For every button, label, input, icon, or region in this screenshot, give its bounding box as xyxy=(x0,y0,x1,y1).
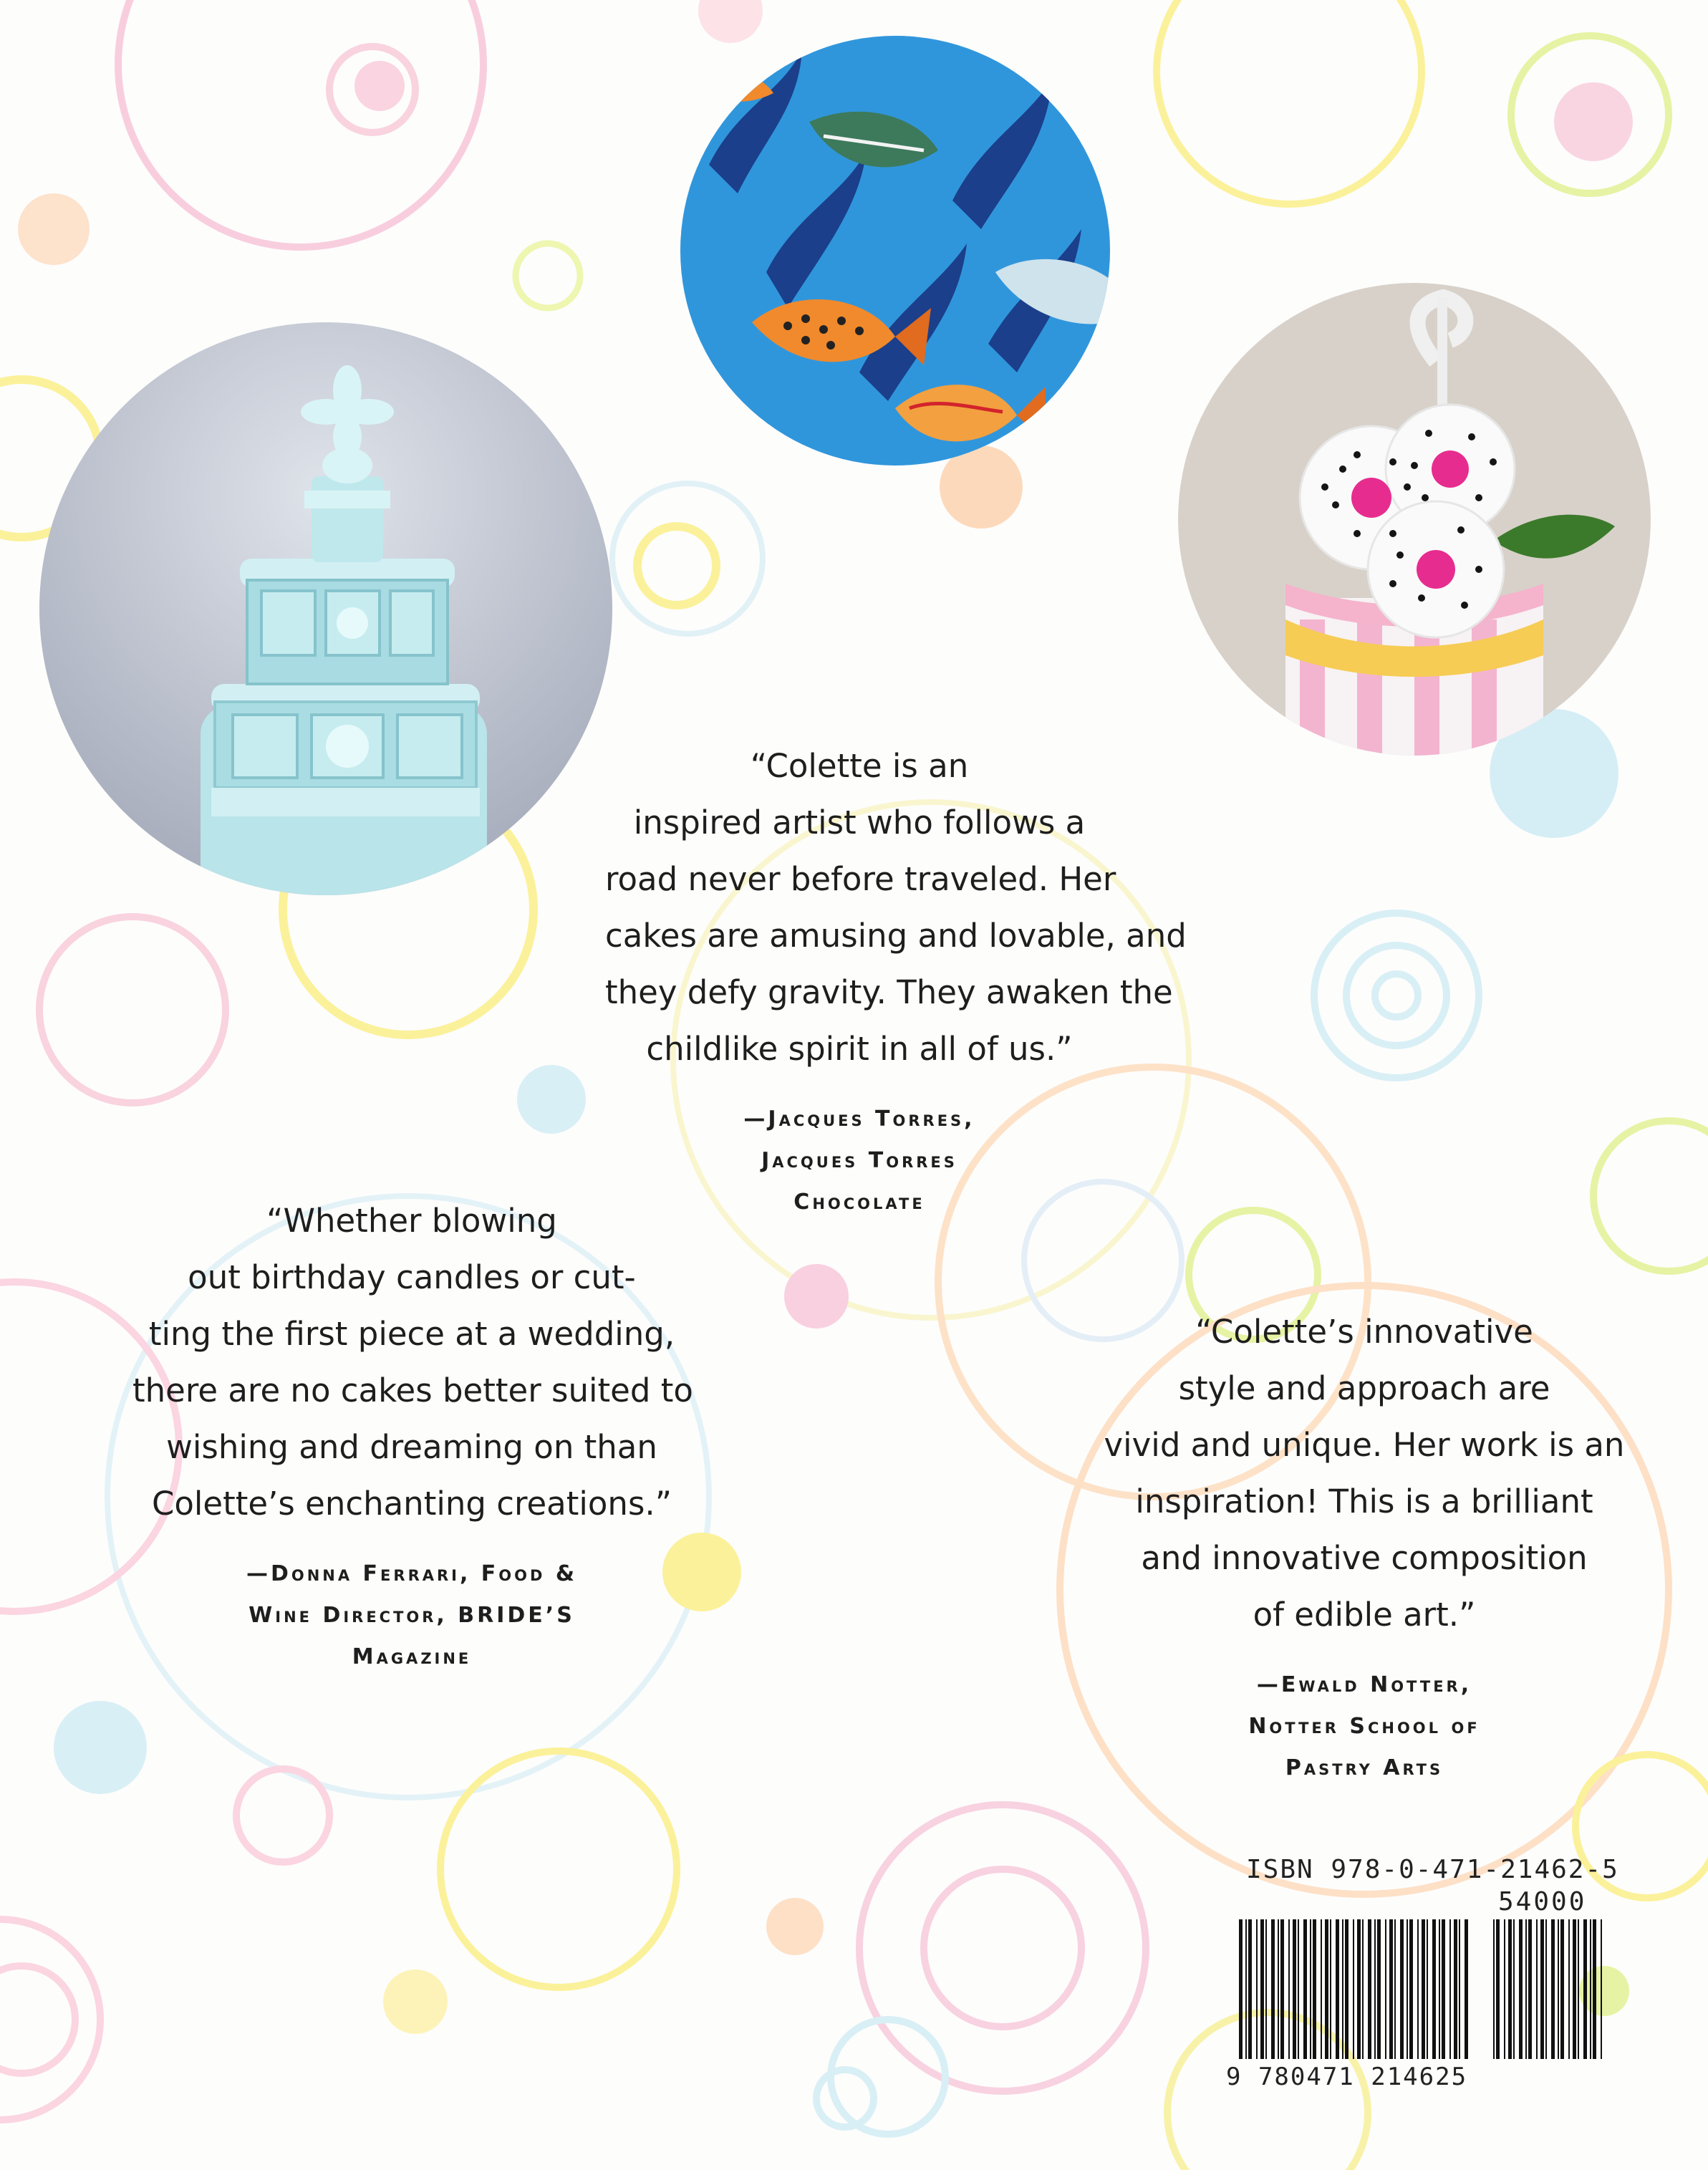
barcode-bar xyxy=(1345,1919,1348,2059)
quote-line: there are no cakes better suited to xyxy=(132,1371,693,1409)
quote-line: “Colette’s innovative xyxy=(1195,1313,1533,1351)
barcode-bar xyxy=(1336,1919,1339,2059)
attribution-line: —Donna Ferrari, Food & xyxy=(246,1561,578,1586)
price-barcode xyxy=(1493,1919,1604,2059)
barcode-bar xyxy=(1357,1919,1361,2059)
barcode-bar xyxy=(1265,1919,1267,2059)
attribution-line: Wine Director, BRIDE’S xyxy=(249,1603,575,1628)
barcode-bar xyxy=(1377,1919,1381,2059)
barcode-bar xyxy=(1422,1919,1425,2059)
barcode-bar xyxy=(1449,1919,1451,2059)
barcode-bar xyxy=(1288,1919,1290,2059)
quote-line: out birthday candles or cut- xyxy=(188,1258,636,1296)
quote-attribution xyxy=(132,1553,691,1678)
barcode-bar xyxy=(1590,1919,1591,2059)
quote-line: vivid and unique. Her work is an xyxy=(1104,1426,1625,1464)
barcode-bar xyxy=(1540,1919,1544,2059)
barcode-bar xyxy=(1568,1919,1570,2059)
barcode-bar xyxy=(1519,1919,1523,2059)
barcode-bar xyxy=(1545,1919,1547,2059)
quote-line: wishing and dreaming on than xyxy=(166,1428,657,1466)
barcode-bar xyxy=(1513,1919,1515,2059)
quote-text xyxy=(1096,1303,1633,1643)
barcode-bar xyxy=(1245,1919,1247,2059)
quote-ewald-notter xyxy=(1096,1303,1633,1789)
quote-line: cakes are amusing and lovable, and xyxy=(605,917,1187,955)
barcode-bar xyxy=(1442,1919,1445,2059)
barcode-bar xyxy=(1368,1919,1371,2059)
quote-line: style and approach are xyxy=(1178,1369,1550,1407)
barcode-bar xyxy=(1493,1919,1495,2059)
quote-line: ting the first piece at a wedding, xyxy=(148,1315,675,1353)
quote-line: road never before traveled. Her xyxy=(605,860,1116,898)
isbn-label: ISBN 978-0-471-21462-5 xyxy=(1246,1855,1619,1884)
barcode-bar xyxy=(1271,1919,1275,2059)
barcode-bar xyxy=(1256,1919,1258,2059)
barcode-digits: 9 780471 214625 xyxy=(1226,2063,1468,2091)
attribution-line: Chocolate xyxy=(793,1190,925,1215)
barcode-bar xyxy=(1362,1919,1364,2059)
price-code: 54000 xyxy=(1498,1887,1587,1916)
barcode-bar xyxy=(1280,1919,1284,2059)
quote-line: inspired artist who follows a xyxy=(633,804,1086,842)
quote-attribution xyxy=(1096,1664,1633,1789)
attribution-line: Notter School of xyxy=(1248,1714,1480,1739)
quote-line: of edible art.” xyxy=(1253,1596,1476,1634)
quote-line: childlike spirit in all of us.” xyxy=(646,1030,1073,1068)
barcode-bar xyxy=(1465,1919,1468,2059)
barcode-bar xyxy=(1239,1919,1243,2059)
barcode-bar xyxy=(1260,1919,1264,2059)
quote-line: inspiration! This is a brilliant xyxy=(1135,1482,1593,1520)
barcode-bar xyxy=(1528,1919,1532,2059)
barcode-bar xyxy=(1293,1919,1296,2059)
barcode-bar xyxy=(1342,1919,1343,2059)
barcode-bar xyxy=(1248,1919,1252,2059)
quote-line: and innovative composition xyxy=(1141,1539,1588,1577)
barcode-bar xyxy=(1601,1919,1602,2059)
barcode-bar xyxy=(1504,1919,1505,2059)
barcode-bar xyxy=(1298,1919,1299,2059)
barcode-bar xyxy=(1394,1919,1396,2059)
attribution-line: Jacques Torres xyxy=(761,1148,957,1173)
quote-line: “Whether blowing xyxy=(266,1202,557,1240)
barcode-bar xyxy=(1439,1919,1440,2059)
barcode-bar xyxy=(1525,1919,1527,2059)
blue-cake-photo xyxy=(39,322,612,895)
quote-text xyxy=(132,1192,691,1532)
barcode-bar xyxy=(1427,1919,1428,2059)
flower-cake-photo xyxy=(1178,283,1651,756)
barcode-bar xyxy=(1459,1919,1460,2059)
barcode-bar xyxy=(1389,1919,1393,2059)
barcode-bar xyxy=(1593,1919,1596,2059)
quote-jacques-torres xyxy=(605,738,1187,1223)
isbn-barcode xyxy=(1239,1919,1468,2059)
attribution-line: Magazine xyxy=(352,1644,472,1669)
barcode-bar xyxy=(1303,1919,1307,2059)
fish-cake-photo xyxy=(680,36,1110,466)
barcode-bar xyxy=(1578,1919,1579,2059)
barcode-bar xyxy=(1353,1919,1354,2059)
barcode-bar xyxy=(1278,1919,1279,2059)
barcode-bar xyxy=(1325,1919,1328,2059)
barcode-bar xyxy=(1454,1919,1457,2059)
barcode-bar xyxy=(1508,1919,1512,2059)
barcode-bar xyxy=(1310,1919,1311,2059)
barcode-bar xyxy=(1407,1919,1408,2059)
barcode-bar xyxy=(1432,1919,1436,2059)
barcode-bar xyxy=(1330,1919,1331,2059)
barcode-bar xyxy=(1536,1919,1538,2059)
barcode-bar xyxy=(1385,1919,1386,2059)
barcode-bar xyxy=(1558,1919,1559,2059)
quote-line: they defy gravity. They awaken the xyxy=(605,973,1173,1011)
barcode-bar xyxy=(1400,1919,1404,2059)
barcode-bar xyxy=(1374,1919,1376,2059)
attribution-line: Pastry Arts xyxy=(1285,1755,1444,1780)
barcode-bar xyxy=(1573,1919,1576,2059)
barcode-bar xyxy=(1560,1919,1564,2059)
barcode-bar xyxy=(1409,1919,1413,2059)
barcode-bar xyxy=(1313,1919,1316,2059)
quote-line: Colette’s enchanting creations.” xyxy=(151,1485,672,1523)
barcode-bar xyxy=(1321,1919,1322,2059)
attribution-line: —Ewald Notter, xyxy=(1256,1672,1472,1697)
quote-text xyxy=(605,738,1187,1077)
barcode-bar xyxy=(1583,1919,1587,2059)
quote-donna-ferrari xyxy=(132,1192,691,1678)
quote-line: “Colette is an xyxy=(750,747,969,785)
barcode-bar xyxy=(1417,1919,1419,2059)
attribution-line: —Jacques Torres, xyxy=(743,1106,975,1132)
barcode-bar xyxy=(1551,1919,1555,2059)
barcode-bar xyxy=(1496,1919,1500,2059)
